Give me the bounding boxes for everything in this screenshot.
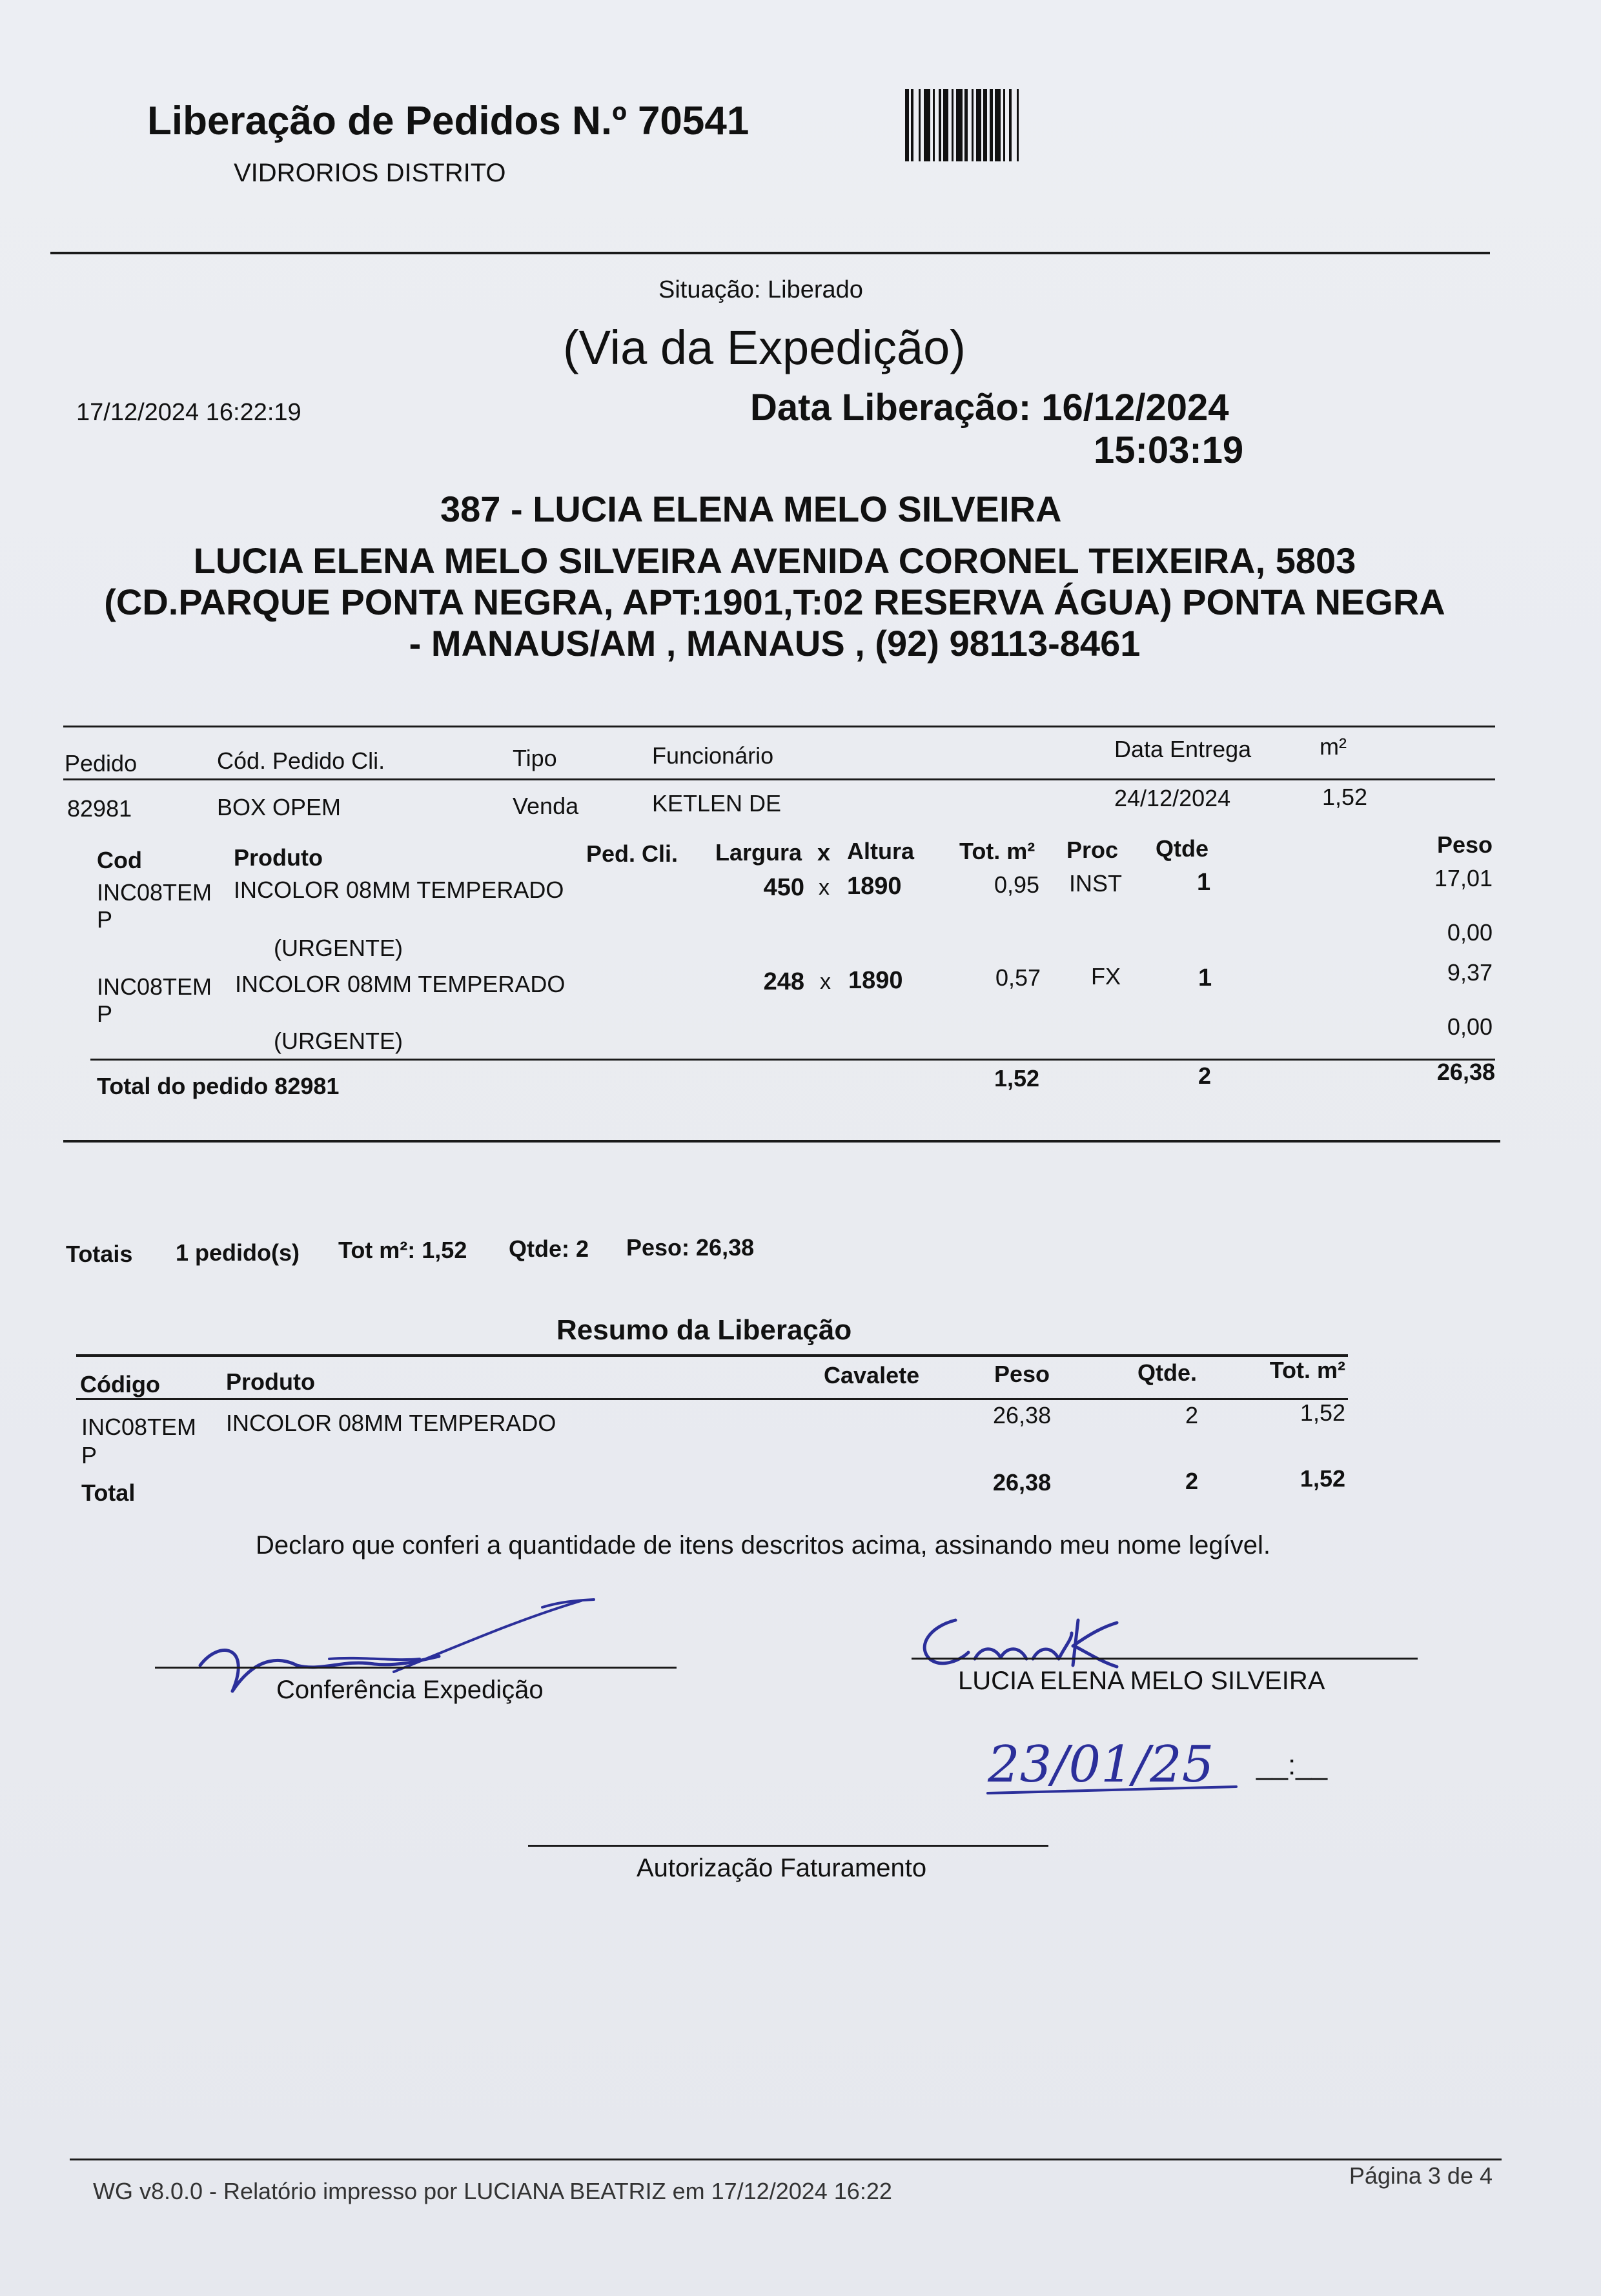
totais-pedidos: 1 pedido(s) [176,1239,300,1266]
item-produto: INCOLOR 08MM TEMPERADO [234,877,564,903]
order-table-top-line [63,726,1495,727]
client-signature-label: LUCIA ELENA MELO SILVEIRA [958,1667,1325,1695]
col-header-altura: Altura [847,838,915,864]
barcode-bar [956,89,963,161]
barcode-bar [1009,89,1012,161]
declaration-text: Declaro que conferi a quantidade de itens descritos acima, assinando meu nome legível. [256,1531,1271,1559]
col-header-tipo: Tipo [513,745,557,771]
resumo-header-produto: Produto [226,1368,315,1395]
barcode-bar [972,89,974,161]
resumo-top-line [76,1354,1348,1357]
items-total-line [90,1059,1495,1061]
barcode-bar [943,89,948,161]
item-cod-line-1: INC08TEM [97,879,212,906]
order-total-label: Total do pedido 82981 [97,1073,340,1099]
barcode-bar [1017,89,1019,161]
item-largura: 450 [763,874,804,901]
col-header-x: x [817,839,831,866]
resumo-header-tot-m2: Tot. m² [1269,1357,1345,1383]
order-pedido: 82981 [67,795,132,822]
col-header-produto: Produto [234,844,323,871]
col-header-cod-pedido-cli: Cód. Pedido Cli. [217,747,385,774]
item-altura: 1890 [848,967,903,994]
order-tipo: Venda [513,793,579,819]
resumo-total-tot-m2: 1,52 [1300,1465,1345,1492]
footer-line [70,2159,1502,2160]
col-header-ped-cli: Ped. Cli. [586,840,678,867]
col-header-pedido: Pedido [65,750,138,777]
status-label: Situação: Liberado [658,276,863,303]
item-peso-2: 0,00 [1447,1013,1493,1040]
resumo-title: Resumo da Liberação [556,1314,852,1346]
item-obs: (URGENTE) [274,1028,403,1054]
col-header-funcionario: Funcionário [652,742,774,769]
conferencia-label: Conferência Expedição [276,1676,544,1704]
client-address-line-3: - MANAUS/AM , MANAUS , (92) 98113-8461 [409,623,1141,664]
item-produto: INCOLOR 08MM TEMPERADO [235,971,566,997]
item-tot-m2: 0,95 [994,871,1040,898]
document-title: Liberação de Pedidos N.º 70541 [147,99,750,143]
resumo-header-cavalete: Cavalete [824,1362,920,1388]
item-peso: 9,37 [1447,959,1493,986]
totais-qtde: Qtde: 2 [509,1235,589,1262]
col-header-data-entrega: Data Entrega [1114,736,1252,762]
totais-peso: Peso: 26,38 [626,1234,755,1261]
resumo-header-peso: Peso [994,1361,1050,1387]
barcode-bar [924,89,930,161]
client-name: 387 - LUCIA ELENA MELO SILVEIRA [440,489,1062,529]
barcode-bar [933,89,935,161]
resumo-peso: 26,38 [993,1402,1052,1428]
order-total-m2: 1,52 [994,1065,1040,1092]
barcode-bar [990,89,993,161]
client-address-line-2: (CD.PARQUE PONTA NEGRA, APT:1901,T:02 RESERVA ÁGUA) PONTA NEGRA [104,582,1445,622]
barcode-bar [964,89,968,161]
col-header-largura: Largura [715,839,802,866]
conferencia-signature-line [155,1667,677,1669]
col-header-cod: Cod [97,847,142,873]
resumo-total-label: Total [81,1479,136,1506]
release-date: Data Liberação: 16/12/2024 [750,387,1229,429]
item-qtde: 1 [1198,964,1212,991]
footer-left-text: WG v8.0.0 - Relatório impresso por LUCIANA BEATRIZ em 17/12/2024 16:22 [93,2178,892,2204]
order-total-peso: 26,38 [1436,1059,1495,1085]
order-data-entrega: 24/12/2024 [1114,785,1231,811]
order-cod-pedido-cli: BOX OPEM [217,794,342,820]
resumo-codigo-line-2: P [81,1442,97,1468]
order-total-qtde: 2 [1198,1062,1212,1089]
handwritten-date-text: 23/01/25 [988,1736,1214,1794]
resumo-qtde: 2 [1185,1402,1199,1428]
resumo-header-codigo: Código [80,1371,160,1397]
header-divider [50,252,1490,254]
col-header-m2: m² [1320,733,1347,760]
page-number: Página 3 de 4 [1349,2162,1493,2189]
resumo-codigo-line-1: INC08TEM [81,1414,197,1440]
barcode-bar [976,89,981,161]
handwritten-date [981,1730,1252,1801]
resumo-tot-m2: 1,52 [1300,1399,1345,1426]
resumo-header-qtde: Qtde. [1137,1359,1198,1386]
item-x: x [820,970,831,994]
barcode-bar [952,89,953,161]
client-signature-line [912,1658,1418,1660]
item-qtde: 1 [1197,869,1211,896]
barcode-bar [1003,89,1005,161]
resumo-total-qtde: 2 [1185,1468,1199,1494]
item-cod-line-2: P [97,906,113,933]
order-m2: 1,52 [1322,784,1368,810]
autorizacao-line [528,1845,1048,1847]
company-name: VIDRORIOS DISTRITO [234,159,506,187]
col-header-proc: Proc [1066,837,1119,863]
item-tot-m2: 0,57 [995,964,1041,991]
item-proc: INST [1069,870,1123,897]
barcode-bar [983,89,987,161]
barcode-bar [911,89,913,161]
item-peso: 17,01 [1434,865,1493,891]
autorizacao-label: Autorização Faturamento [637,1854,927,1882]
barcode-bar [919,89,921,161]
barcode-bar [995,89,1001,161]
barcode-bar [905,89,909,161]
item-cod-line-2: P [97,1001,113,1027]
via-label: (Via da Expedição) [563,321,966,374]
item-obs: (URGENTE) [274,935,403,961]
item-cod-line-1: INC08TEM [97,973,212,1000]
barcode-bar [939,89,941,161]
print-datetime: 17/12/2024 16:22:19 [76,399,301,426]
item-x: x [819,875,830,900]
order-table-header-line [63,778,1495,780]
barcode [905,89,1158,161]
totais-label: Totais [66,1241,133,1267]
item-proc: FX [1091,963,1121,990]
resumo-header-line [76,1398,1348,1400]
item-largura: 248 [763,968,804,995]
client-address-line-1: LUCIA ELENA MELO SILVEIRA AVENIDA CORONEL TEIXEIRA, 5803 [193,540,1356,581]
item-peso-2: 0,00 [1447,919,1493,946]
release-time: 15:03:19 [1094,429,1244,471]
col-header-tot-m2: Tot. m² [959,838,1035,864]
resumo-total-peso: 26,38 [993,1469,1052,1496]
col-header-peso: Peso [1436,831,1493,858]
order-section-bottom-line [63,1140,1500,1143]
order-funcionario: KETLEN DE [652,790,782,817]
col-header-qtde: Qtde [1156,835,1209,862]
item-altura: 1890 [847,873,902,900]
resumo-produto: INCOLOR 08MM TEMPERADO [226,1410,556,1436]
totais-m2: Tot m²: 1,52 [338,1237,467,1263]
time-placeholder: __:__ [1256,1749,1328,1781]
